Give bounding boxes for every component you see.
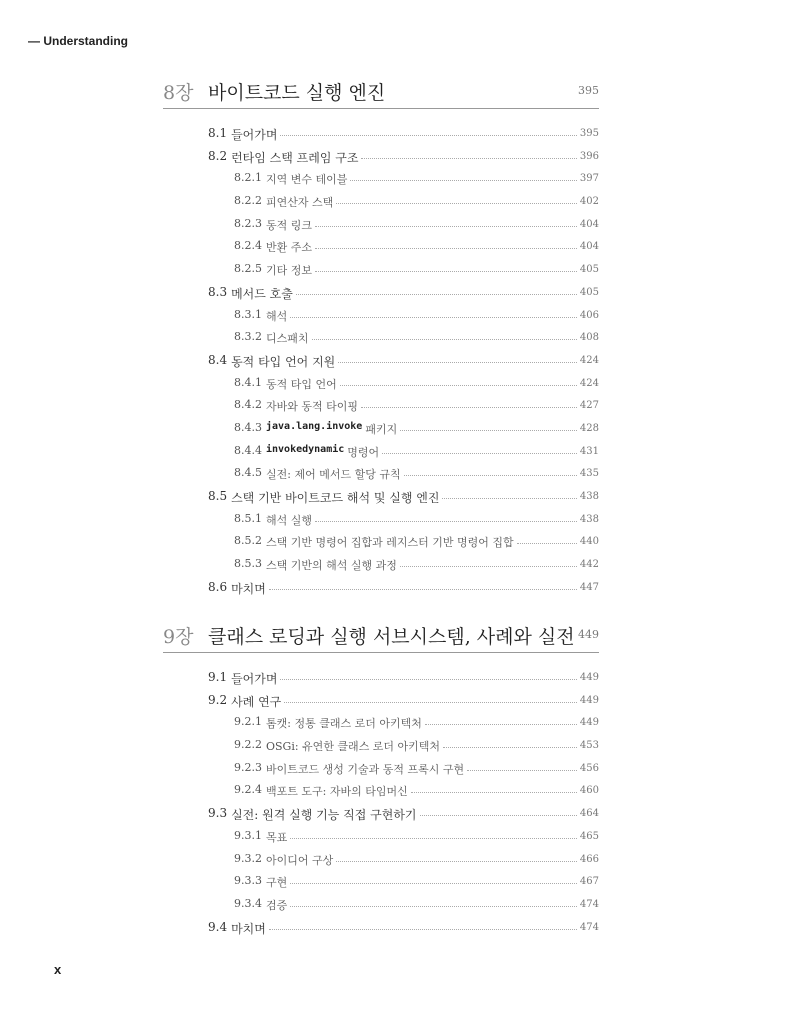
toc-subsection[interactable] [163, 715, 599, 738]
section-page: 449 [579, 717, 599, 729]
chapter-heading[interactable] [163, 622, 599, 653]
toc-subsection[interactable] [163, 829, 599, 852]
dot-leader [312, 330, 577, 340]
code-term: invokedynamic [266, 443, 345, 455]
section-page: 435 [579, 468, 599, 480]
section-number: 9.3.4 [234, 896, 262, 910]
section-page: 442 [579, 559, 599, 571]
code-term: java.lang.invoke [266, 420, 363, 432]
section-page: 404 [579, 241, 599, 253]
section-number: 8.2.2 [234, 194, 262, 208]
chapter-number: 8장 [163, 82, 194, 104]
section-title: 백포트 도구: 자바의 타임머신 [266, 785, 408, 799]
section-title: 피연산자 스택 [266, 196, 334, 210]
section-number: 8.4 [208, 352, 228, 367]
section-page: 424 [579, 354, 599, 366]
section-title: 스택 기반 명령어 집합과 레지스터 기반 명령어 집합 [266, 536, 514, 550]
section-page: 427 [579, 400, 599, 412]
chapter-8 [163, 78, 599, 602]
section-page: 408 [579, 332, 599, 344]
section-number: 9.2.2 [234, 738, 262, 752]
section-number: 8.5.2 [234, 534, 262, 548]
section-title: 실전: 원격 실행 기능 직접 구현하기 [231, 808, 417, 823]
dot-leader [361, 149, 576, 159]
section-number: 8.3.1 [234, 307, 262, 321]
section-title: 지역 변수 테이블 [266, 173, 348, 187]
section-title: 마치며 [231, 581, 266, 596]
section-title: 바이트코드 생성 기술과 동적 프록시 구현 [266, 762, 465, 776]
chapter-title: 바이트코드 실행 엔진 [208, 82, 386, 104]
toc-section[interactable] [163, 580, 599, 603]
toc-subsection[interactable] [163, 738, 599, 761]
toc-subsection[interactable] [163, 376, 599, 399]
section-number: 8.1 [208, 126, 228, 140]
toc-list [163, 126, 599, 602]
section-page: 438 [579, 513, 599, 525]
dot-leader [420, 806, 577, 816]
toc-section[interactable] [163, 670, 599, 693]
toc-section[interactable] [163, 149, 599, 172]
section-page: 466 [579, 853, 599, 865]
toc-subsection[interactable] [163, 171, 599, 194]
section-number: 8.4.5 [234, 466, 262, 480]
dot-leader [400, 421, 577, 431]
toc-subsection[interactable] [163, 783, 599, 806]
section-page: 440 [579, 536, 599, 548]
dot-leader [361, 398, 577, 408]
dot-leader [290, 897, 577, 907]
section-title: 해석 실행 [266, 513, 313, 527]
section-title: 디스패치 [266, 332, 309, 346]
section-page: 474 [579, 898, 599, 910]
toc-section[interactable] [163, 489, 599, 512]
toc-subsection[interactable] [163, 421, 599, 444]
toc-subsection[interactable] [163, 512, 599, 535]
toc-section[interactable] [163, 920, 599, 943]
dot-leader [340, 376, 577, 386]
section-page: 465 [579, 830, 599, 842]
dot-leader [336, 852, 577, 862]
section-title: OSGi: 유연한 클래스 로더 아키텍처 [266, 740, 441, 754]
section-number: 8.4.1 [234, 375, 262, 389]
section-title: 패키지 [365, 422, 398, 436]
toc-subsection[interactable] [163, 217, 599, 240]
chapter-number: 9장 [163, 626, 194, 648]
section-title: 실전: 제어 메서드 할당 규칙 [266, 468, 401, 482]
section-page: 402 [579, 196, 599, 208]
section-number: 8.2.3 [234, 216, 262, 230]
dot-leader [425, 715, 577, 725]
section-number: 9.3.3 [234, 874, 262, 888]
section-title: 스택 기반의 해석 실행 과정 [266, 559, 397, 573]
section-number: 8.2.5 [234, 262, 262, 276]
section-page: 449 [579, 672, 599, 683]
section-page: 396 [579, 150, 599, 162]
section-page: 456 [579, 762, 599, 774]
section-page: 474 [579, 921, 599, 933]
toc-section[interactable] [163, 126, 599, 149]
toc-subsection[interactable] [163, 874, 599, 897]
section-number: 9.2.3 [234, 760, 262, 774]
toc-subsection[interactable] [163, 330, 599, 353]
dot-leader [315, 262, 577, 272]
section-number: 8.5.3 [234, 557, 262, 571]
toc-subsection[interactable] [163, 534, 599, 557]
chapter-page: 395 [578, 84, 599, 97]
dot-leader [400, 557, 577, 567]
section-number: 8.3.2 [234, 330, 262, 344]
dot-leader [280, 126, 576, 136]
dot-leader [290, 874, 577, 884]
section-page: 447 [579, 581, 599, 593]
section-page: 397 [579, 173, 599, 185]
toc-list [163, 670, 599, 942]
dot-leader [290, 829, 577, 839]
section-title: 기타 정보 [266, 264, 313, 278]
section-title: 검증 [266, 898, 288, 912]
page-number: x [54, 962, 62, 977]
dot-leader [338, 353, 577, 363]
section-title: 동적 타입 언어 지원 [231, 354, 336, 369]
chapter-9 [163, 622, 599, 942]
toc-subsection[interactable] [163, 761, 599, 784]
section-page: 405 [579, 286, 599, 298]
toc-subsection[interactable] [163, 897, 599, 920]
section-number: 8.6 [208, 579, 228, 594]
section-title: 구현 [266, 876, 288, 890]
section-title: 목표 [266, 830, 288, 844]
dot-leader [269, 920, 577, 930]
dot-leader [284, 693, 577, 703]
section-number: 9.2.1 [234, 715, 262, 729]
toc-subsection[interactable] [163, 308, 599, 331]
dot-leader [290, 308, 577, 318]
dot-leader [442, 489, 576, 499]
section-number: 8.2.1 [234, 171, 262, 185]
dot-leader [336, 194, 577, 204]
section-title: 사례 연구 [231, 694, 282, 709]
section-page: 453 [579, 740, 599, 752]
section-page: 404 [579, 218, 599, 230]
section-page: 428 [579, 422, 599, 434]
toc-section[interactable] [163, 353, 599, 376]
section-title: 메서드 호출 [231, 286, 293, 301]
dot-leader [280, 670, 576, 680]
section-page: 405 [579, 264, 599, 276]
section-page: 460 [579, 785, 599, 797]
section-number: 9.3.1 [234, 828, 262, 842]
section-title: 마치며 [231, 921, 266, 936]
section-number: 9.3.2 [234, 851, 262, 865]
section-title: 해석 [266, 309, 288, 323]
section-page: 438 [579, 491, 599, 502]
dot-leader [315, 217, 577, 227]
toc-section[interactable] [163, 806, 599, 829]
toc-subsection[interactable] [163, 239, 599, 262]
dot-leader [411, 783, 577, 793]
section-title: 자바와 동적 타이핑 [266, 400, 359, 414]
dot-leader [382, 444, 577, 454]
toc-subsection[interactable] [163, 444, 599, 467]
section-page: 464 [579, 808, 599, 820]
toc-subsection[interactable] [163, 194, 599, 217]
running-head: — Understanding [28, 34, 129, 48]
section-number: 9.2.4 [234, 783, 262, 797]
section-title: 동적 타입 언어 [266, 377, 337, 391]
toc-section[interactable] [163, 285, 599, 308]
section-page: 449 [579, 694, 599, 706]
toc-subsection[interactable] [163, 262, 599, 285]
dot-leader [315, 239, 577, 249]
section-page: 395 [579, 128, 599, 139]
section-page: 467 [579, 876, 599, 888]
section-title: 런타임 스택 프레임 구조 [231, 150, 359, 165]
section-number: 9.4 [208, 919, 228, 934]
section-title: 동적 링크 [266, 218, 313, 232]
section-page: 431 [579, 445, 599, 457]
section-number: 8.2.4 [234, 239, 262, 253]
section-title: 명령어 [347, 445, 380, 459]
section-number: 8.4.3 [234, 420, 262, 434]
dot-leader [404, 466, 577, 476]
section-title: 들어가며 [231, 128, 278, 142]
dot-leader [350, 171, 577, 181]
dot-leader [517, 534, 577, 544]
section-number: 8.4.2 [234, 398, 262, 412]
section-title: 반환 주소 [266, 241, 313, 255]
section-title: 들어가며 [231, 672, 278, 686]
section-page: 424 [579, 377, 599, 389]
section-number: 8.5 [208, 489, 228, 503]
section-page: 406 [579, 309, 599, 321]
section-number: 8.5.1 [234, 511, 262, 525]
dot-leader [296, 285, 577, 295]
dot-leader [467, 761, 577, 771]
toc-subsection[interactable] [163, 557, 599, 580]
section-number: 9.1 [208, 670, 228, 684]
section-number: 8.4.4 [234, 443, 262, 457]
dot-leader [269, 580, 577, 590]
section-number: 9.3 [208, 806, 228, 821]
toc-section[interactable] [163, 693, 599, 716]
section-number: 8.2 [208, 148, 228, 163]
section-title: 톰캣: 정통 클래스 로더 아키텍처 [266, 717, 422, 731]
chapter-page: 449 [578, 628, 599, 641]
toc-subsection[interactable] [163, 852, 599, 875]
section-title: 스택 기반 바이트코드 해석 및 실행 엔진 [231, 491, 440, 505]
chapter-heading[interactable] [163, 78, 599, 109]
dot-leader [443, 738, 577, 748]
dot-leader [315, 512, 577, 522]
section-number: 9.2 [208, 692, 228, 707]
toc-subsection[interactable] [163, 398, 599, 421]
section-title: 아이디어 구상 [266, 853, 334, 867]
chapter-title: 클래스 로딩과 실행 서브시스템, 사례와 실전 [208, 626, 575, 648]
toc-subsection[interactable] [163, 466, 599, 489]
section-number: 8.3 [208, 284, 228, 299]
